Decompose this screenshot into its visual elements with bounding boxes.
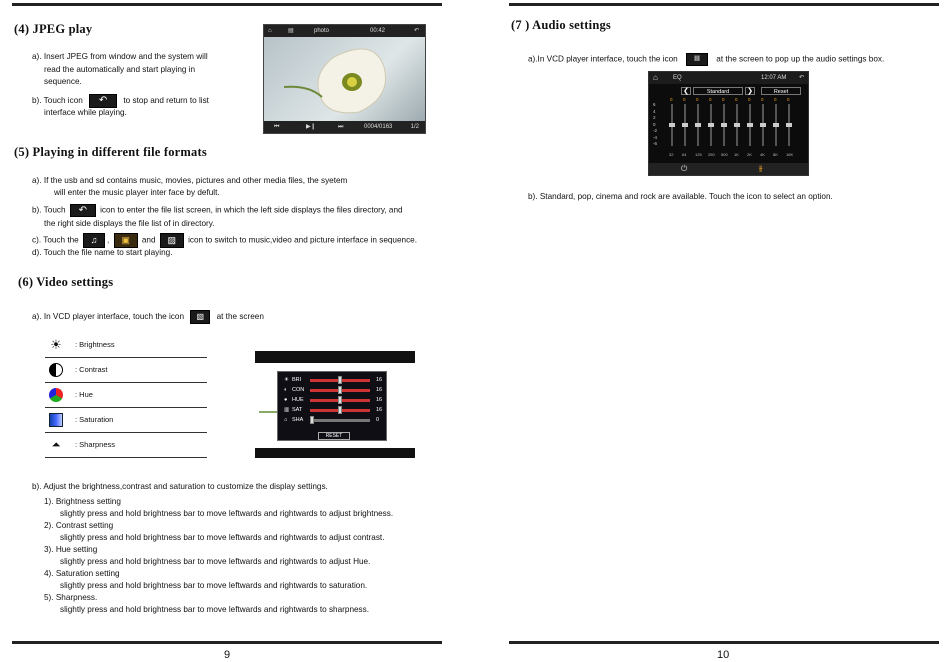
reset-button[interactable]: RESET	[318, 432, 350, 440]
eq-band-knob[interactable]	[669, 123, 675, 127]
bottom-rule	[509, 641, 939, 644]
eq-band-knob[interactable]	[734, 123, 740, 127]
section-7-title: (7 ) Audio settings	[511, 18, 611, 32]
eq-bottom-bar	[649, 163, 808, 175]
slider-label: BRI	[292, 377, 302, 383]
eq-band-freq: 2K	[747, 152, 752, 157]
eq-band-knob[interactable]	[786, 123, 792, 127]
slider-value: 16	[376, 397, 383, 403]
sec5-c-text-a: c). Touch the	[32, 235, 79, 245]
calla-lily-image	[264, 37, 426, 123]
back-icon: ↶	[89, 94, 117, 108]
slider-value: 16	[376, 407, 383, 413]
eq-band-value: 0	[722, 97, 725, 102]
step-title: 1). Brightness setting	[44, 497, 121, 506]
slider-knob[interactable]	[338, 386, 342, 394]
sec5-line-b1	[32, 204, 403, 217]
eq-band-freq: 8K	[773, 152, 778, 157]
equalizer-icon: ‖‖	[686, 53, 708, 66]
slider-knob[interactable]	[310, 416, 314, 424]
preset-name: Standard	[693, 87, 743, 95]
eq-sliders-icon: ⫵	[759, 164, 763, 173]
step-title: 4). Saturation setting	[44, 569, 120, 578]
sec5-line-a1: a). If the usb and sd contains music, movies, pictures and other media files, the syetem	[32, 176, 348, 185]
eq-top-bar	[649, 72, 808, 84]
back-icon: ↶	[798, 75, 804, 81]
photo-top-bar	[264, 25, 425, 37]
eq-band-value: 0	[761, 97, 764, 102]
eq-band-knob[interactable]	[760, 123, 766, 127]
slider-icon: ⌂	[284, 417, 288, 423]
video-slider-row	[284, 416, 384, 424]
sec5-c-and: and	[141, 235, 156, 245]
eq-time: 12:07 AM	[761, 75, 787, 81]
sec5-line-c	[32, 233, 417, 248]
top-rule	[509, 3, 939, 6]
slider-icon: ●	[284, 397, 288, 403]
eq-band-knob[interactable]	[747, 123, 753, 127]
bottom-rule	[12, 641, 442, 644]
slider-knob[interactable]	[338, 406, 342, 414]
legend-saturation	[45, 408, 207, 433]
video-slider-row	[284, 386, 384, 394]
slider-knob[interactable]	[338, 376, 342, 384]
back-icon: ↶	[70, 204, 96, 217]
preset-next-button[interactable]: ❯	[745, 87, 755, 95]
sec4-line-a3: sequence.	[44, 77, 82, 86]
legend-contrast	[45, 358, 207, 383]
preset-prev-button[interactable]: ❮	[681, 87, 691, 95]
sec4-b1-text-a: b). Touch icon	[32, 96, 83, 106]
video-slider-row	[284, 406, 384, 414]
eq-label: EQ	[673, 75, 682, 81]
sec5-b1-text-b: icon to enter the file list screen, in which the left side displays the files directory, and	[100, 205, 403, 215]
photo-image	[264, 37, 426, 123]
eq-band-freq: 4K	[760, 152, 765, 157]
eq-scale-label: 2	[653, 115, 656, 120]
eq-band-value: 0	[774, 97, 777, 102]
eq-band-value: 0	[735, 97, 738, 102]
legend-label: : Contrast	[75, 365, 108, 374]
slider-value: 16	[376, 377, 383, 383]
page-10	[475, 0, 950, 662]
power-icon: ⏻	[681, 164, 688, 173]
slider-track[interactable]	[310, 419, 370, 422]
sec6-line-a	[32, 310, 264, 324]
eq-band-freq: 125	[695, 152, 702, 157]
legend-label: : Sharpness	[75, 440, 116, 449]
step-title: 5). Sharpness.	[44, 593, 98, 602]
eq-band-freq: 64	[682, 152, 687, 157]
video-icon: ▣	[114, 233, 138, 248]
photo-label: photo	[314, 28, 330, 34]
sec4-line-b1	[32, 94, 209, 108]
eq-band-knob[interactable]	[708, 123, 714, 127]
eq-band-value: 0	[709, 97, 712, 102]
sec5-line-d: d). Touch the file name to start playing.	[32, 248, 173, 257]
prev-icon: ⏮	[274, 124, 280, 130]
slider-icon: ▥	[284, 407, 290, 413]
legend-label: : Saturation	[75, 415, 114, 424]
video-settings-icon: ▧	[190, 310, 210, 324]
eq-band-freq: 500	[721, 152, 728, 157]
photo-time: 00:42	[370, 28, 386, 34]
sharpness-icon: ⏶	[51, 439, 61, 451]
slider-icon: ☀	[284, 377, 289, 383]
sec4-line-b2: interface while playing.	[44, 108, 127, 117]
sec5-line-a2: will enter the music player inter face by defult.	[54, 188, 220, 197]
slider-label: CON	[292, 387, 305, 393]
section-6-title: (6) Video settings	[18, 275, 114, 289]
page-number: 10	[717, 649, 730, 661]
top-rule	[12, 3, 442, 6]
picture-icon: ▨	[160, 233, 184, 248]
step-text: slightly press and hold brightness bar to move leftwards and rightwards to adjust Hue.	[60, 557, 371, 566]
slider-icon: ◐	[284, 387, 288, 393]
next-icon: ⏭	[338, 124, 344, 130]
sec4-line-a1: a). Insert JPEG from window and the system will	[32, 52, 208, 61]
contrast-icon	[49, 363, 63, 377]
step-text: slightly press and hold brightness bar to move leftwards and rightwards to saturation.	[60, 581, 368, 590]
sec7-a-text-b: at the screen to pop up the audio settings box.	[716, 54, 885, 64]
step-text: slightly press and hold brightness bar to move leftwards and rightwards to adjust contrast.	[60, 533, 385, 542]
slider-label: HUE	[292, 397, 304, 403]
legend-sharpness	[45, 433, 207, 458]
slider-label: SHA	[292, 417, 304, 423]
section-5-title: (5) Playing in different file formats	[14, 145, 207, 159]
eq-screenshot	[648, 71, 809, 176]
photo-player-screenshot	[263, 24, 426, 134]
step-title: 2). Contrast setting	[44, 521, 114, 530]
legend-label: : Hue	[75, 390, 93, 399]
eq-band-freq: 250	[708, 152, 715, 157]
video-slider-row	[284, 376, 384, 384]
step-title: 3). Hue setting	[44, 545, 98, 554]
list-icon: ▤	[288, 28, 294, 34]
eq-scale-label: 4	[653, 108, 656, 114]
hue-icon	[49, 388, 63, 402]
play-pause-icon: ▶❙	[306, 124, 316, 130]
eq-scale-label: -2	[653, 128, 658, 133]
eq-band-freq: 16K	[786, 152, 794, 157]
page-number: 9	[224, 649, 231, 661]
sec6-a-text-b: at the screen	[216, 312, 264, 322]
step-text: slightly press and hold brightness bar to move leftwards and rightwards to adjust brightness.	[60, 509, 394, 518]
legend-brightness	[45, 333, 207, 358]
sec5-c-text-b: icon to switch to music,video and picture interface in sequence.	[188, 235, 418, 245]
sec5-b1-text-a: b). Touch	[32, 205, 66, 215]
home-icon: ⌂	[268, 28, 272, 34]
saturation-icon	[49, 413, 63, 427]
eq-scale-label: -4	[653, 134, 658, 140]
slider-label: SAT	[292, 407, 303, 413]
eq-band-knob[interactable]	[695, 123, 701, 127]
video-slider-row	[284, 396, 384, 404]
slider-knob[interactable]	[338, 396, 342, 404]
slider-value: 0	[376, 417, 380, 423]
eq-scale-label: -6	[653, 141, 658, 146]
legend-hue	[45, 383, 207, 408]
eq-band-freq: 1K	[734, 152, 739, 157]
music-icon: ♫	[83, 233, 105, 248]
sec4-line-a2: read the automatically and start playing in	[44, 65, 196, 74]
back-icon: ↶	[413, 28, 419, 34]
section-4-title: (4) JPEG play	[14, 22, 93, 36]
eq-band-knob[interactable]	[721, 123, 727, 127]
sec4-b1-text-b: to stop and return to list	[123, 96, 209, 106]
sec6-line-b: b). Adjust the brightness,contrast and saturation to customize the display settings.	[32, 482, 328, 491]
eq-reset-button[interactable]: Reset	[761, 87, 801, 95]
eq-band-value: 0	[787, 97, 790, 102]
eq-scale-label: 0	[653, 121, 656, 127]
home-icon: ⌂	[653, 73, 658, 82]
eq-band-value: 0	[748, 97, 751, 102]
leaf-decoration	[259, 411, 277, 413]
sec5-line-b2: the right side displays the file list of in directory.	[44, 219, 215, 228]
video-settings-legend	[45, 333, 207, 458]
sec6-a-text-a: a). In VCD player interface, touch the icon	[32, 312, 185, 322]
video-settings-panel	[277, 371, 387, 441]
eq-band-freq: 32	[669, 152, 674, 157]
eq-scale-label: 6	[653, 102, 656, 107]
eq-band-value: 0	[670, 97, 673, 102]
sec7-line-b: b). Standard, pop, cinema and rock are available. Touch the icon to select an option.	[528, 192, 833, 201]
eq-band-value: 0	[683, 97, 686, 102]
eq-band-knob[interactable]	[682, 123, 688, 127]
legend-label: : Brightness	[75, 340, 115, 349]
sec7-line-a	[528, 53, 884, 66]
photo-bottom-bar	[264, 121, 425, 133]
step-text: slightly press and hold brightness bar to move leftwards and rightwards to sharpness.	[60, 605, 370, 614]
brightness-icon: ☀	[50, 337, 62, 352]
slider-value: 16	[376, 387, 383, 393]
photo-counter: 0004/0163	[364, 124, 393, 130]
video-settings-screenshot	[255, 351, 415, 458]
sec7-a-text-a: a).In VCD player interface, touch the icon	[528, 54, 678, 64]
photo-page: 1/2	[410, 124, 419, 130]
eq-band-value: 0	[696, 97, 699, 102]
sec5-c-comma: ,	[107, 235, 110, 245]
eq-band-knob[interactable]	[773, 123, 779, 127]
